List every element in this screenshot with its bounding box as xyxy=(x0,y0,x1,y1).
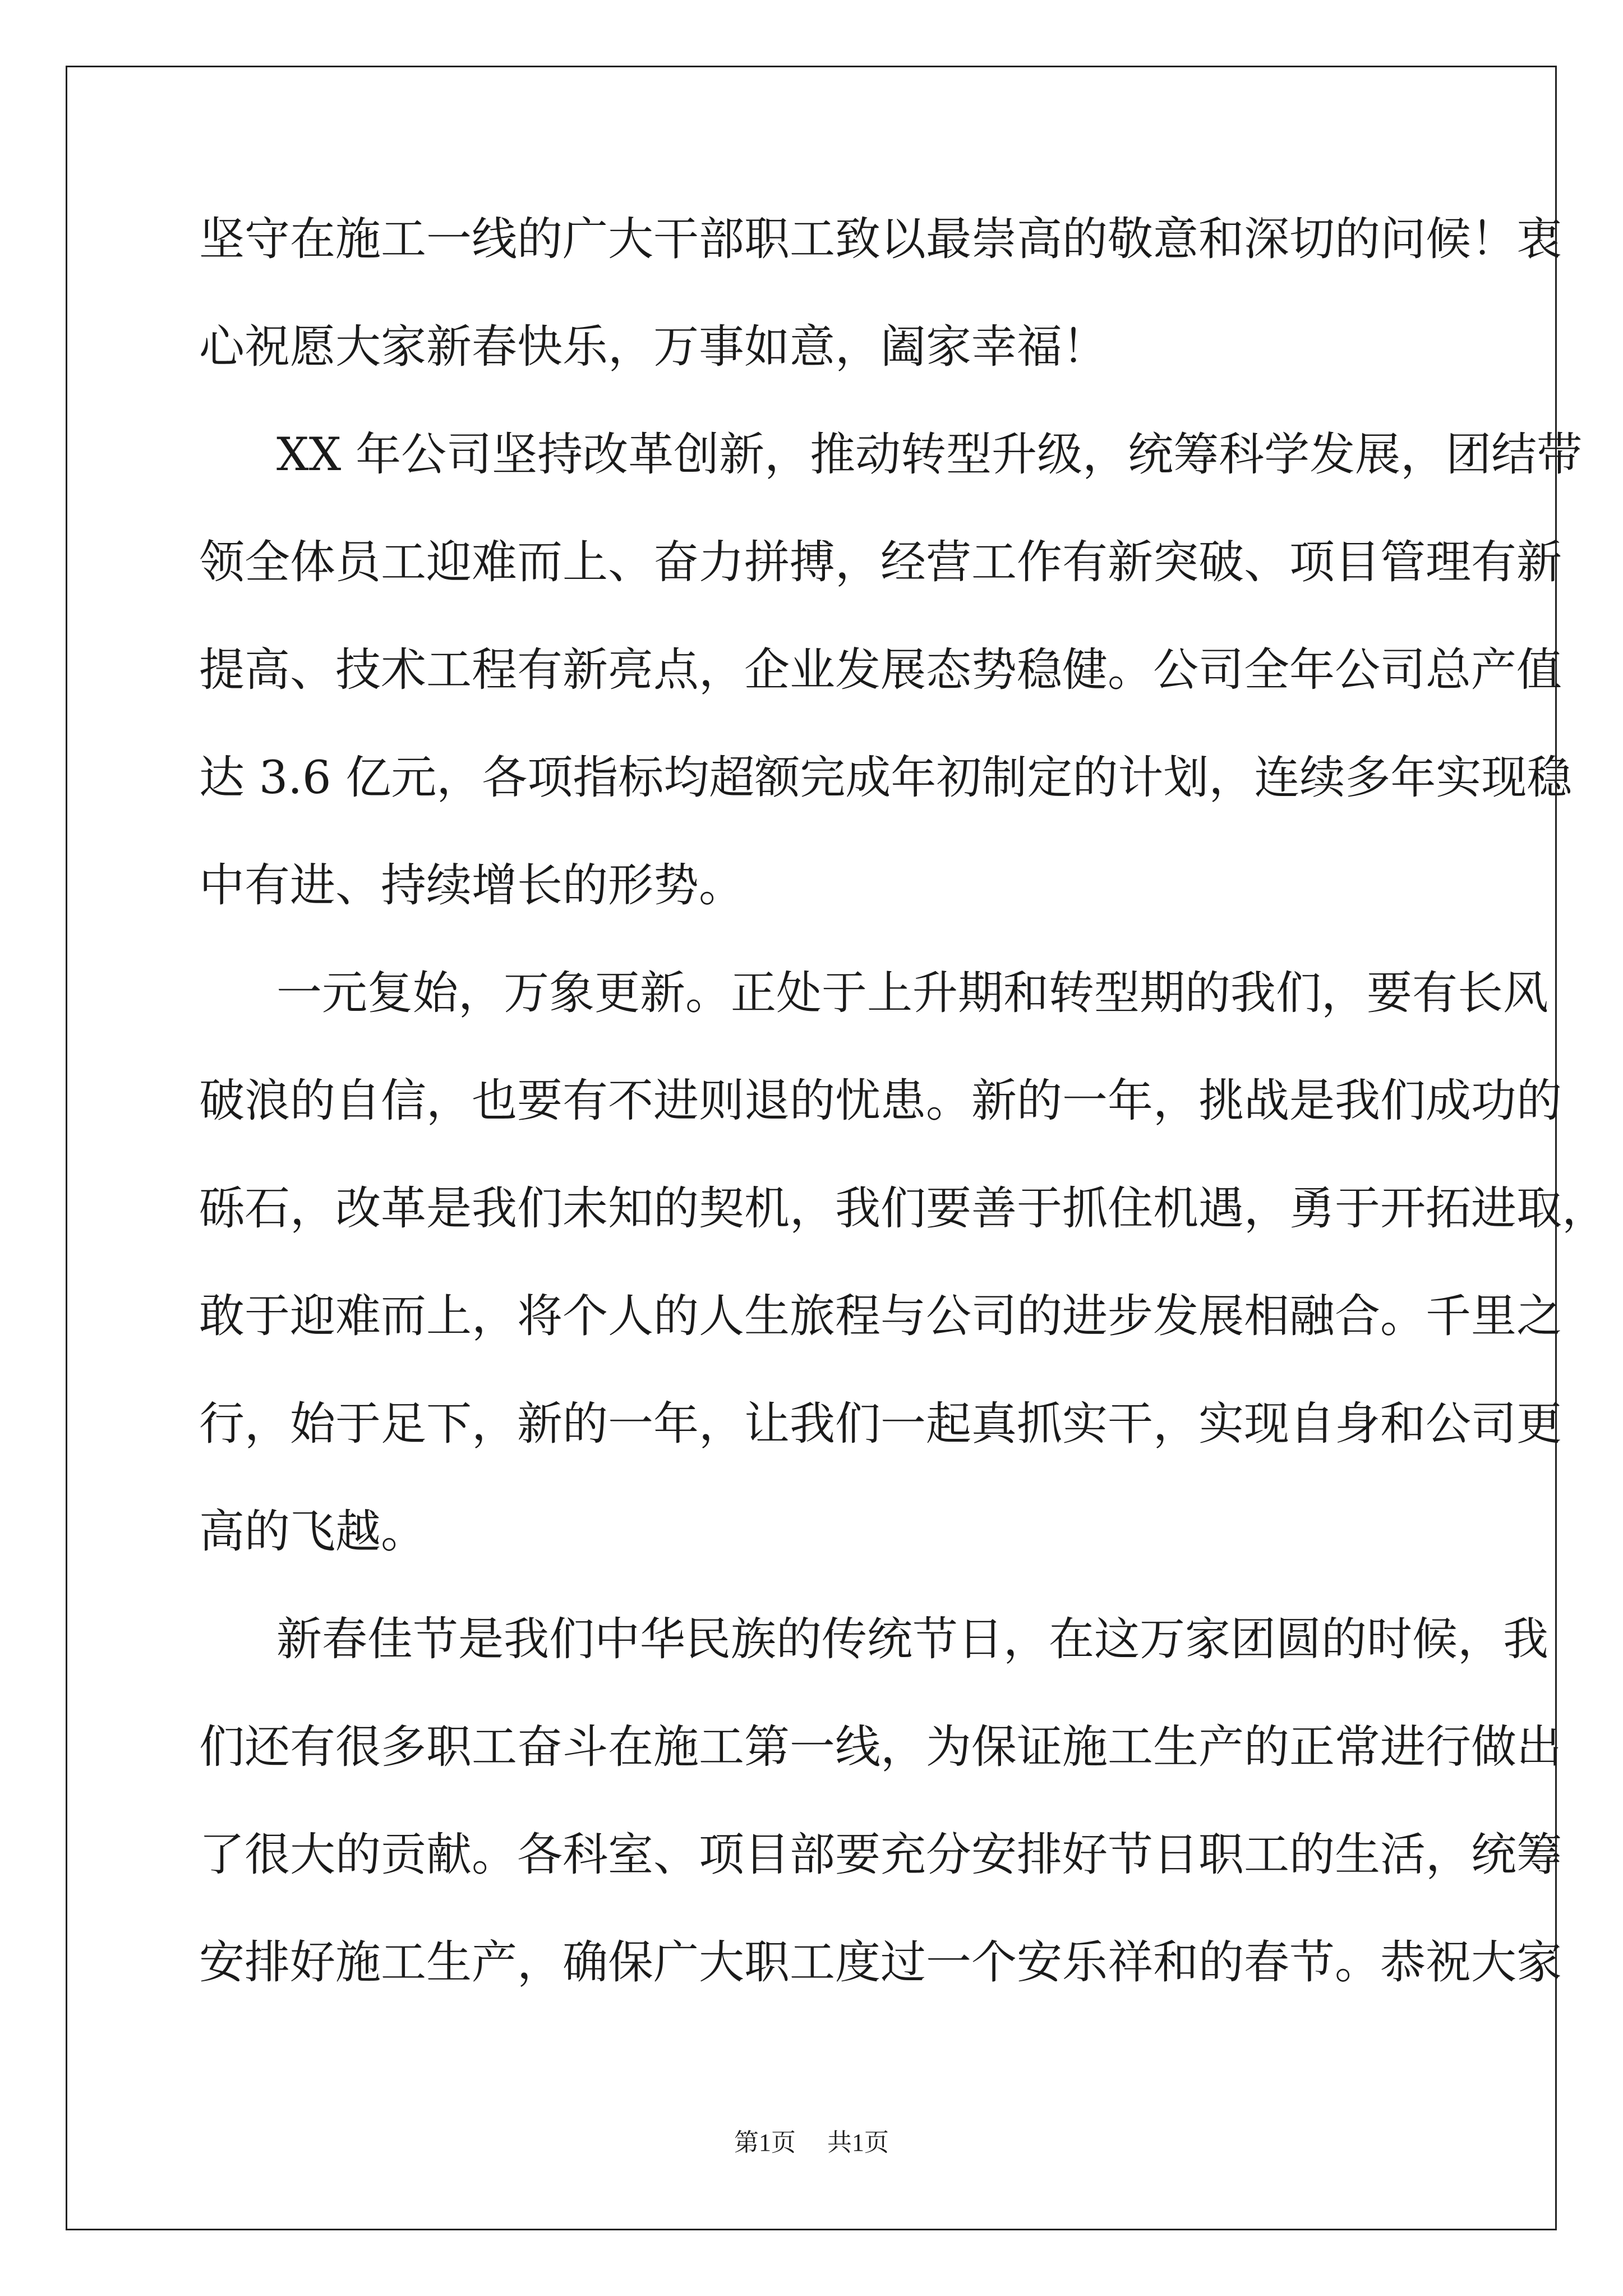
text-line-2: 心祝愿大家新春快乐，万事如意，阖家幸福！ xyxy=(199,321,1108,374)
text-line-9: 破浪的自信，也要有不进则退的忧患。新的一年，挑战是我们成功的 xyxy=(199,1075,1562,1128)
text-line-10: 砾石，改革是我们未知的契机，我们要善于抓住机遇，勇于开拓进取， xyxy=(199,1182,1608,1235)
page-total: 共1页 xyxy=(827,2129,889,2156)
text-line-5: 提高、技术工程有新亮点，企业发展态势稳健。公司全年公司总产值 xyxy=(199,644,1562,697)
text-line-6: 达 3.6 亿元，各项指标均超额完成年初制定的计划，连续多年实现稳 xyxy=(199,752,1573,804)
text-line-14: 新春佳节是我们中华民族的传统节日，在这万家团圆的时候，我 xyxy=(276,1613,1549,1666)
text-line-3: XX 年公司坚持改革创新，推动转型升级，统筹科学发展，团结带 xyxy=(276,429,1583,481)
text-line-1: 坚守在施工一线的广大干部职工致以最崇高的敬意和深切的问候！衷 xyxy=(199,213,1562,266)
text-line-8: 一元复始，万象更新。正处于上升期和转型期的我们，要有长风 xyxy=(276,967,1549,1020)
page-border xyxy=(66,66,1557,2230)
text-line-12: 行，始于足下，新的一年，让我们一起真抓实干，实现自身和公司更 xyxy=(199,1398,1562,1451)
text-line-15: 们还有很多职工奋斗在施工第一线，为保证施工生产的正常进行做出 xyxy=(199,1721,1562,1774)
text-line-16: 了很大的贡献。各科室、项目部要充分安排好节日职工的生活，统筹 xyxy=(199,1829,1562,1881)
text-line-17: 安排好施工生产，确保广大职工度过一个安乐祥和的春节。恭祝大家 xyxy=(199,1936,1562,1989)
text-line-13: 高的飞越。 xyxy=(199,1506,427,1558)
page-number: 第1页 xyxy=(734,2129,796,2156)
text-line-4: 领全体员工迎难而上、奋力拼搏，经营工作有新突破、项目管理有新 xyxy=(199,536,1562,589)
text-line-7: 中有进、持续增长的形势。 xyxy=(199,859,745,912)
text-line-11: 敢于迎难而上，将个人的人生旅程与公司的进步发展相融合。千里之 xyxy=(199,1290,1562,1343)
page-footer xyxy=(0,2126,1623,2160)
